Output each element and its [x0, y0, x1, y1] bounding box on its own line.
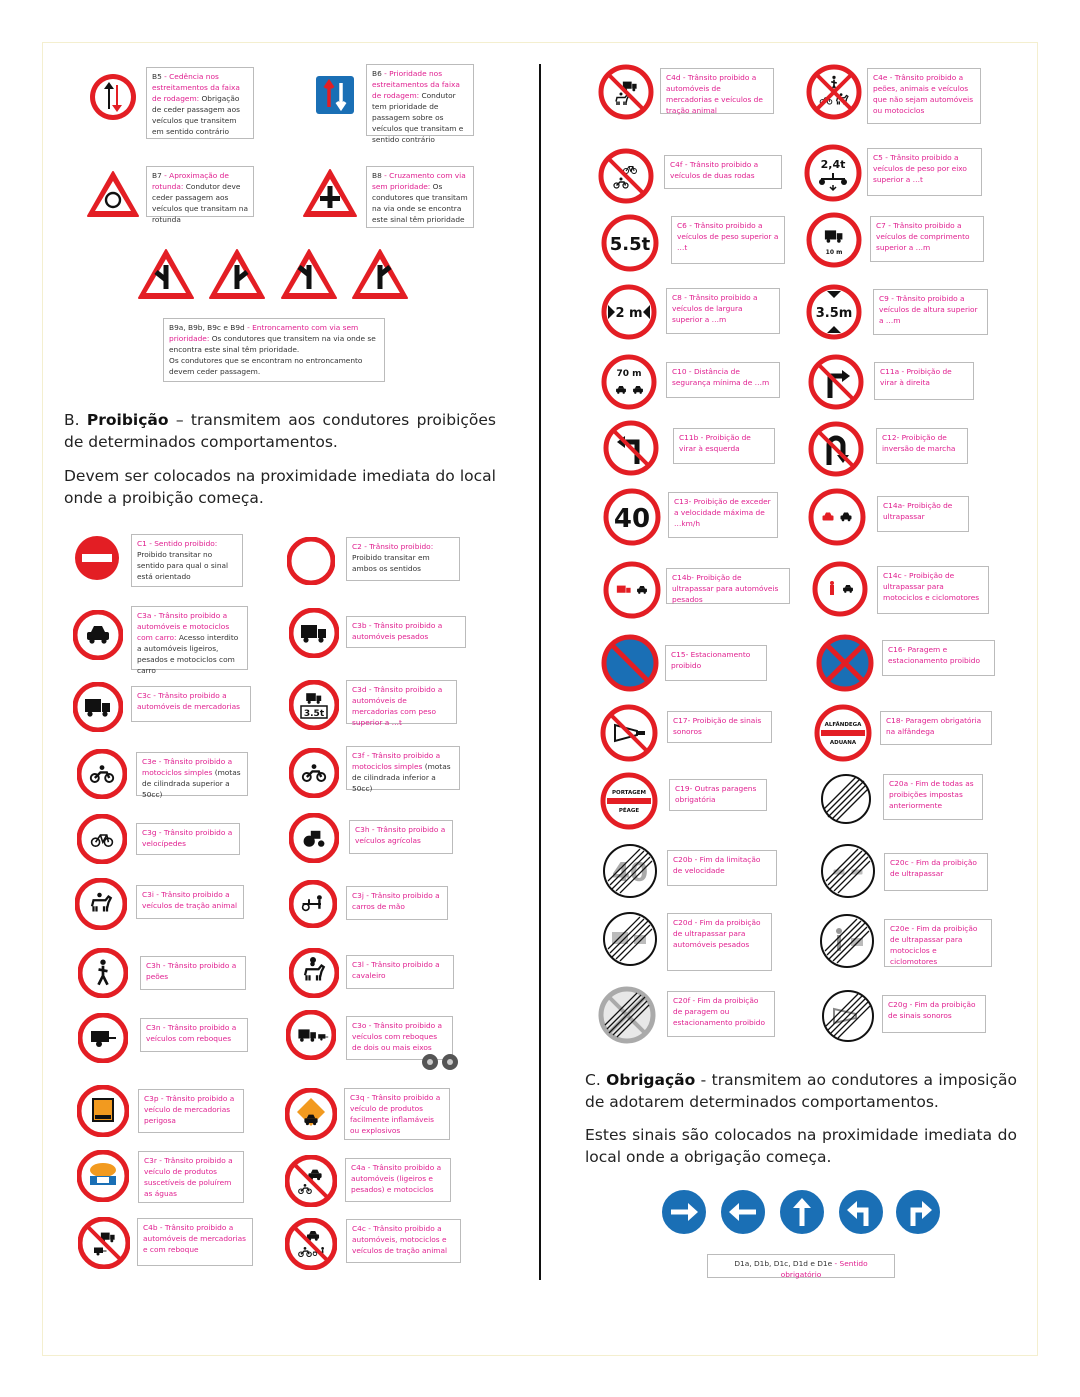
- c5-sign-icon: [804, 144, 862, 202]
- c2-sign-icon: [287, 537, 335, 585]
- b6-caption: B6 - Prioridade nos estreitamentos da faixa de rodagem: Condutor tem prioridade de passagem sobre os veículos que transitam e sentido contrário: [366, 64, 474, 136]
- c4f-sign-icon: [598, 148, 654, 204]
- c14a-caption: C14a- Proibição de ultrapassar: [877, 496, 969, 532]
- c3d-caption: C3d - Trânsito proibido a automóveis de mercadorias com peso superior a …t: [346, 680, 457, 724]
- c4c-sign-icon: [285, 1218, 337, 1270]
- svg-text:40: 40: [611, 858, 649, 888]
- c3c-caption: C3c - Trânsito proibido a automóveis de mercadorias: [131, 686, 251, 722]
- c7-sign-icon: [806, 212, 862, 268]
- c9-caption: C9 - Trânsito proibido a veículos de altura superior a …m: [873, 289, 988, 335]
- c10-sign-icon: [601, 354, 657, 410]
- c3r-caption: C3r - Trânsito proibido a veículo de produtos suscetíveis de poluírem as águas: [138, 1151, 244, 1203]
- c19-caption: C19- Outras paragens obrigatória: [669, 779, 767, 811]
- c11a-sign-icon: [808, 354, 864, 410]
- svg-text:3.5t: 3.5t: [303, 709, 325, 719]
- svg-text:PÉAGE: PÉAGE: [618, 808, 640, 814]
- b9d-sign-icon: [351, 248, 409, 302]
- svg-text:2 m: 2 m: [615, 306, 643, 321]
- c11b-caption: C11b - Proibição de virar à esquerda: [673, 428, 775, 464]
- c16-caption: C16- Paragem e estacionamento proibido: [882, 640, 995, 676]
- c20a-caption: C20a - Fim de todas as proibições impostas anteriormente: [883, 774, 983, 820]
- c15-sign-icon: [601, 634, 659, 692]
- c8-caption: C8 - Trânsito proibido a veículos de largura superior a …m: [666, 288, 780, 334]
- c3h-sign-icon: [289, 813, 339, 863]
- c3q-caption: C3q - Trânsito proibido a veículo de produtos facilmente inflamáveis ou explosivos: [344, 1088, 450, 1140]
- c4a-caption: C4a - Trânsito proibido a automóveis (ligeiros e pesados) e motociclos: [345, 1158, 451, 1202]
- c4a-sign-icon: [285, 1155, 337, 1207]
- c19-sign-icon: [600, 772, 658, 830]
- c3o-sign-icon: [286, 1010, 336, 1060]
- section-c-text: C. Obrigação - transmitem ao condutores a imposição de adotarem determinados comportamentos.: [585, 1071, 1017, 1111]
- svg-text:5.5t: 5.5t: [609, 234, 651, 255]
- c3a-sign-icon: [73, 610, 123, 660]
- c14c-caption: C14c - Proibição de ultrapassar para motociclos e ciclomotores: [877, 566, 989, 614]
- c20g-caption: C20g - Fim da proibição de sinais sonoros: [882, 995, 986, 1033]
- c6-sign-icon: [601, 214, 659, 272]
- c11a-caption: C11a - Proibição de virar à direita: [874, 362, 974, 400]
- svg-text:2,4t: 2,4t: [820, 158, 846, 171]
- section-b-text: B. Proibição – transmitem aos condutores proibições de determinados comportamentos.: [64, 411, 496, 451]
- c1-caption: C1 - Sentido proibido: Proibido transitar no sentido para qual o sinal está orientado: [131, 534, 243, 587]
- c20a-sign-icon: [819, 772, 873, 826]
- c3c-sign-icon: [73, 682, 123, 732]
- c3b-caption: C3b - Trânsito proibido a automóveis pesados: [346, 616, 466, 648]
- c20f-caption: C20f - Fim da proibição de paragem ou estacionamento proibido: [667, 991, 775, 1037]
- c20e-sign-icon: [818, 912, 876, 970]
- section-b-text-2: Devem ser colocados na proximidade imediata do local onde a proibição começa.: [64, 467, 496, 507]
- b8-sign-icon: [302, 168, 358, 220]
- c3p-caption: C3p - Trânsito proibido a veículo de mercadorias perigosa: [138, 1089, 244, 1133]
- d1c-arrow-up-icon: [778, 1188, 826, 1236]
- c4e-caption: C4e - Trânsito proibido a peões, animais e veículos que não sejam automóveis ou motociclos: [867, 68, 981, 124]
- c6-caption: C6 - Trânsito proibido a veículos de peso superior a …t: [671, 216, 785, 264]
- c3e-caption: C3e - Trânsito proibido a motociclos simples (motas de cilindrada superior a 50cc): [136, 752, 248, 796]
- c3g-sign-icon: [77, 814, 127, 864]
- c13-caption: C13- Proibição de exceder a velocidade máxima de …km/h: [668, 492, 778, 538]
- c3h-caption: C3h - Trânsito proibido a veículos agrícolas: [349, 820, 453, 854]
- c14a-sign-icon: [808, 488, 866, 546]
- b7-sign-icon: [86, 170, 140, 218]
- d1-caption: D1a, D1b, D1c, D1d e D1e - Sentido obrigatório: [707, 1254, 895, 1278]
- b9c-sign-icon: [280, 248, 338, 302]
- c4b-sign-icon: [78, 1217, 130, 1269]
- c20c-caption: C20c - Fim da proibição de ultrapassar: [884, 853, 988, 891]
- c20g-sign-icon: [820, 988, 876, 1044]
- c3r-sign-icon: [77, 1150, 129, 1202]
- c14b-caption: C14b- Proibição de ultrapassar para automóveis pesados: [666, 568, 790, 604]
- svg-text:10 m: 10 m: [825, 249, 843, 256]
- c3h-peoes-sign-icon: [78, 948, 128, 998]
- c3n-caption: C3n - Trânsito proibido a veículos com reboques: [140, 1018, 248, 1052]
- c15-caption: C15- Estacionamento proibido: [665, 645, 767, 681]
- c3i-sign-icon: [75, 878, 127, 930]
- column-divider: [539, 64, 541, 1280]
- svg-text:PORTAGEM: PORTAGEM: [611, 790, 647, 796]
- c4d-caption: C4d - Trânsito proibido a automóveis de mercadorias e veículos de tração animal: [660, 68, 774, 114]
- svg-text:ADUANA: ADUANA: [829, 740, 857, 746]
- c8-sign-icon: [601, 284, 657, 340]
- b5-caption: B5 - Cedência nos estreitamentos da faixa de rodagem: Obrigação de ceder passagem aos veículos que transitem em sentido contrário: [146, 67, 254, 139]
- c13-sign-icon: [603, 488, 661, 546]
- d1b-arrow-left-icon: [719, 1188, 767, 1236]
- svg-text:ALFÂNDEGA: ALFÂNDEGA: [824, 722, 862, 728]
- b8-caption: B8 - Cruzamento com via sem prioridade: Os condutores que transitam na via onde se encontra este sinal têm prioridade: [366, 166, 474, 228]
- c3g-caption: C3g - Trânsito proibido a velocípedes: [136, 823, 240, 855]
- c4f-caption: C4f - Trânsito proibido a veículos de duas rodas: [664, 155, 782, 189]
- c4b-caption: C4b - Trânsito proibido a automóveis de mercadorias e com reboque: [137, 1218, 253, 1266]
- c3b-sign-icon: [289, 608, 339, 658]
- c1-sign-icon: [74, 535, 120, 581]
- c4e-sign-icon: [806, 64, 862, 120]
- c14c-sign-icon: [812, 561, 868, 617]
- c17-sign-icon: [600, 704, 658, 762]
- c11b-sign-icon: [603, 420, 659, 476]
- c16-sign-icon: [816, 634, 874, 692]
- c3j-caption: C3j - Trânsito proibido a carros de mão: [346, 886, 448, 920]
- b6-sign-icon: [315, 75, 355, 115]
- b7-caption: B7 - Aproximação de rotunda: Condutor deve ceder passagem aos veículos que transitam na rotunda: [146, 166, 254, 217]
- c2-caption: C2 - Trânsito proibido: Proibido transitar em ambos os sentidos: [346, 537, 460, 581]
- d1d-arrow-turn-left-icon: [837, 1188, 885, 1236]
- c20d-sign-icon: [601, 910, 659, 968]
- c5-caption: C5 - Trânsito proibido a veículos de peso por eixo superior a …t: [867, 148, 982, 196]
- c20b-caption: C20b - Fim da limitação de velocidade: [667, 850, 777, 886]
- c3i-caption: C3i - Trânsito proibido a veículos de tração animal: [136, 885, 244, 919]
- c9-sign-icon: [806, 284, 862, 340]
- c3l-sign-icon: [289, 948, 339, 998]
- c20f-sign-icon: [598, 986, 656, 1044]
- c3a-caption: C3a - Trânsito proibido a automóveis e motociclos com carro: Acesso interdito a automóveis ligeiros, pesados e motociclos com carro: [131, 606, 248, 670]
- svg-text:70 m: 70 m: [616, 369, 642, 379]
- b9a-sign-icon: [137, 248, 195, 302]
- c3f-caption: C3f - Trânsito proibido a motociclos simples (motas de cilindrada inferior a 50cc): [346, 746, 460, 790]
- b9b-sign-icon: [208, 248, 266, 302]
- c3o-caption: C3o - Trânsito proibido a veículos com reboques de dois ou mais eixos: [346, 1016, 453, 1060]
- section-c-text-2: Estes sinais são colocados na proximidade imediata do local onde a obrigação começa.: [585, 1126, 1017, 1166]
- c3l-caption: C3l - Trânsito proibido a cavaleiro: [346, 955, 454, 989]
- c10-caption: C10 - Distância de segurança mínima de …m: [666, 362, 780, 398]
- c12-sign-icon: [808, 421, 864, 477]
- c3q-sign-icon: [285, 1088, 337, 1140]
- c14b-sign-icon: [603, 561, 661, 619]
- c3j-sign-icon: [289, 880, 337, 928]
- c3f-sign-icon: [289, 748, 339, 798]
- c3e-sign-icon: [77, 749, 127, 799]
- c3p-sign-icon: [77, 1085, 129, 1137]
- axle-wheels-icon: [420, 1050, 462, 1074]
- c18-caption: C18- Paragem obrigatória na alfândega: [880, 711, 992, 745]
- svg-text:40: 40: [613, 504, 651, 534]
- c12-caption: C12- Proibição de inversão de marcha: [876, 428, 968, 464]
- c20e-caption: C20e - Fim da proibição de ultrapassar para motociclos e ciclomotores: [884, 919, 992, 967]
- c18-sign-icon: [814, 704, 872, 762]
- c3h-peoes-caption: C3h - Trânsito proibido a peões: [140, 956, 246, 990]
- c3n-sign-icon: [78, 1013, 128, 1063]
- c20c-sign-icon: [819, 842, 877, 900]
- c4c-caption: C4c - Trânsito proibido a automóveis, motociclos e veículos de tração animal: [346, 1219, 461, 1263]
- c7-caption: C7 - Trânsito proibido a veículos de comprimento superior a …m: [870, 216, 984, 262]
- b9-caption: B9a, B9b, B9c e B9d - Entroncamento com via sem prioridade: Os condutores que transitem na via onde se encontra este sinal têm prioridade. Os condutores que se encontram no entroncamento devem ceder passagem.: [163, 318, 385, 382]
- c20b-sign-icon: [601, 842, 659, 900]
- c4d-sign-icon: [598, 64, 654, 120]
- d1e-arrow-turn-right-icon: [894, 1188, 942, 1236]
- c17-caption: C17- Proibição de sinais sonoros: [667, 711, 772, 743]
- c20d-caption: C20d - Fim da proibição de ultrapassar para automóveis pesados: [667, 913, 772, 971]
- svg-text:3.5m: 3.5m: [815, 306, 853, 321]
- c3d-sign-icon: [289, 680, 339, 730]
- d1a-arrow-right-icon: [660, 1188, 708, 1236]
- b5-sign-icon: [88, 72, 138, 122]
